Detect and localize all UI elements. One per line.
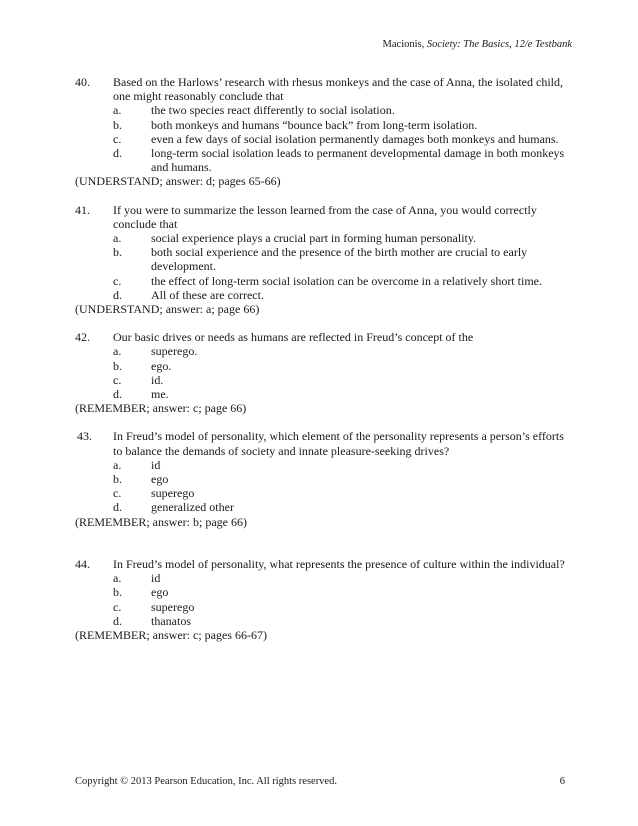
option-b: b. ego. [113, 358, 172, 373]
option-c: c. even a few days of social isolation permanently damages both monkeys and humans. [113, 131, 559, 146]
question-text: Based on the Harlows’ research with rhesus monkeys and the case of Anna, the isolated child, one might reasonably conclude that [113, 75, 563, 104]
option-d: d. me. [113, 387, 169, 402]
copyright-notice: Copyright © 2013 Pearson Education, Inc. All rights reserved. [75, 776, 337, 787]
option-d: d. generalized other [113, 500, 234, 515]
question-44 [75, 557, 565, 642]
page-number: 6 [559, 776, 565, 787]
page-footer [75, 776, 565, 787]
question-text: In Freud’s model of personality, which element of the personality represents a person’s efforts to balance the demands of society and innate pleasure-seeking drives? [113, 429, 564, 458]
option-a: a. id [113, 457, 161, 472]
question-number: 40. [75, 75, 90, 89]
option-d: d. thanatos [113, 613, 191, 628]
question-number: 42. [75, 330, 90, 345]
answer-meta: (UNDERSTAND; answer: d; pages 65-66) [75, 174, 281, 189]
question-42 [75, 330, 565, 415]
answer-meta: (REMEMBER; answer: c; page 66) [75, 401, 247, 416]
answer-meta: (REMEMBER; answer: b; page 66) [75, 514, 247, 529]
question-list [75, 75, 565, 642]
question-text: Our basic drives or needs as humans are reflected in Freud’s concept of the [113, 330, 474, 345]
answer-meta: (REMEMBER; answer: c; pages 66-67) [75, 627, 267, 642]
option-a: a. the two species react differently to social isolation. [113, 103, 395, 118]
question-number: 43. [77, 429, 92, 444]
question-number: 44. [75, 556, 90, 571]
answer-meta: (UNDERSTAND; answer: a; page 66) [75, 302, 260, 317]
option-c: c. superego [113, 599, 195, 614]
option-a: a. id [113, 571, 161, 586]
option-d: d. long-term social isolation leads to permanent developmental damage in both monkeys and humans. [113, 146, 565, 175]
option-b: b. both social experience and the presence of the birth mother are crucial to early development. [113, 245, 528, 274]
option-b: b. ego [113, 585, 169, 600]
page-header [383, 39, 572, 50]
question-43 [75, 429, 565, 528]
option-c: c. superego [113, 486, 195, 501]
option-c: c. the effect of long-term social isolation can be overcome in a relatively short time. [113, 273, 542, 288]
option-a: a. social experience plays a crucial part in forming human personality. [113, 231, 477, 246]
header-book-title: Society: The Basics, 12/e Testbank [426, 39, 572, 50]
question-text: In Freud’s model of personality, what represents the presence of culture within the individual? [113, 556, 565, 571]
question-40 [75, 75, 565, 189]
question-41 [75, 203, 565, 317]
option-d: d. All of these are correct. [113, 287, 264, 302]
question-number: 41. [75, 202, 90, 217]
option-b: b. both monkeys and humans “bounce back” from long-term isolation. [113, 117, 478, 132]
header-author: Macionis, [382, 39, 427, 50]
option-b: b. ego [113, 472, 169, 487]
question-text: If you were to summarize the lesson learned from the case of Anna, you would correctly conclude that [113, 202, 537, 231]
option-c: c. id. [113, 372, 164, 387]
option-a: a. superego. [113, 344, 198, 359]
